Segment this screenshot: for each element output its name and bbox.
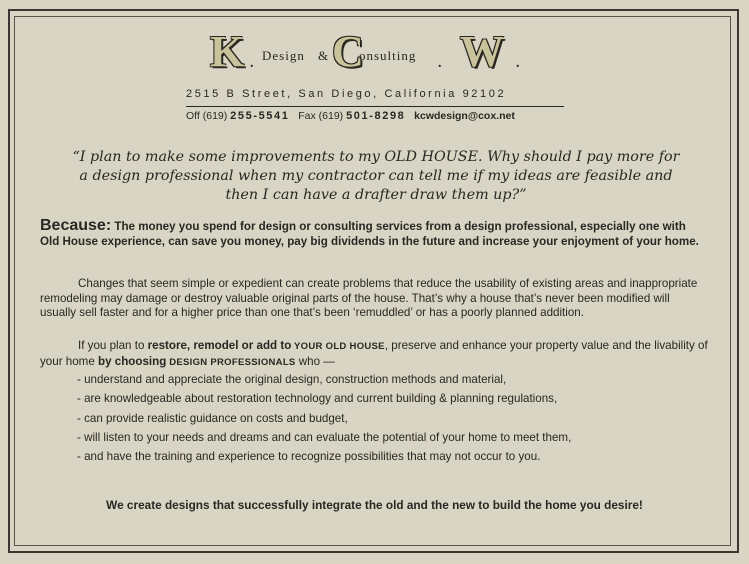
list-item: - can provide realistic guidance on costs and budget, bbox=[77, 411, 348, 425]
plan-by-choosing: by choosing bbox=[98, 354, 167, 368]
plan-text-bold: restore, remodel or add to bbox=[147, 339, 292, 352]
logo-dot: . bbox=[250, 56, 254, 71]
logo-letter-k: K bbox=[210, 27, 246, 76]
plan-text-2: , preserve and enhance your property value and the livability of your home bbox=[40, 339, 708, 368]
plan-text-1: If you plan to bbox=[78, 339, 148, 352]
closing-statement: We create designs that successfully integrate the old and the new to build the home you desire! bbox=[106, 498, 643, 512]
plan-text-3: who — bbox=[295, 354, 335, 368]
fax-number: 501-8298 bbox=[346, 110, 406, 122]
email-link[interactable]: kcwdesign@cox.net bbox=[414, 110, 515, 122]
logo-consulting: onsulting bbox=[359, 48, 417, 63]
benefits-list bbox=[77, 370, 717, 466]
list-item: - understand and appreciate the original design, construction methods and material, bbox=[77, 373, 507, 386]
customer-quote: “I plan to make some improvements to my OLD HOUSE. Why should I pay more for a design professional when my contractor can tell me if my ideas are feasible and then I can have a drafter draw them up?” bbox=[72, 149, 680, 203]
list-item: - are knowledgeable about restoration technology and current building & planning regulations, bbox=[77, 392, 558, 406]
contact-line bbox=[186, 110, 515, 122]
because-text: The money you spend for design or consulting services from a design professional, especially one with Old House experience, can save you money, pay big dividends in the future and increase your enjoyment of your home. bbox=[40, 220, 699, 248]
logo-letter-w: W bbox=[460, 27, 505, 76]
street-address: 2515 B Street, San Diego, California 92102 bbox=[186, 88, 507, 100]
because-paragraph bbox=[40, 219, 708, 249]
logo-dot-3: . bbox=[516, 56, 520, 71]
changes-paragraph bbox=[40, 277, 708, 321]
office-label: Off (619) bbox=[186, 110, 228, 122]
plan-old-house: YOUR OLD HOUSE bbox=[291, 341, 385, 352]
office-number: 255-5541 bbox=[230, 110, 290, 122]
logo-dot-2: . bbox=[438, 56, 442, 71]
company-logo bbox=[0, 27, 749, 76]
logo-letter-c: C bbox=[332, 27, 365, 76]
list-item: - and have the training and experience to recognize possibilities that may not occur to you. bbox=[77, 450, 541, 464]
address-divider bbox=[186, 106, 564, 107]
logo-design: Design bbox=[262, 48, 305, 63]
logo-ampersand: & bbox=[318, 48, 330, 63]
list-item: - will listen to your needs and dreams and can evaluate the potential of your home to meet them, bbox=[77, 430, 572, 444]
fax-label: Fax (619) bbox=[298, 110, 344, 122]
plan-design-professionals: DESIGN PROFESSIONALS bbox=[166, 356, 296, 368]
plan-paragraph bbox=[40, 339, 708, 370]
changes-text: Changes that seem simple or expedient can create problems that reduce the usability of existing areas and inappropriate remodeling may damage or destroy valuable original parts of the house. That’s why a house that’s never been modified will usually sell faster and for a higher price than one that’s been ‘remuddled’ or has a poorly planned addition. bbox=[40, 277, 698, 319]
because-lead: Because: bbox=[40, 217, 112, 234]
